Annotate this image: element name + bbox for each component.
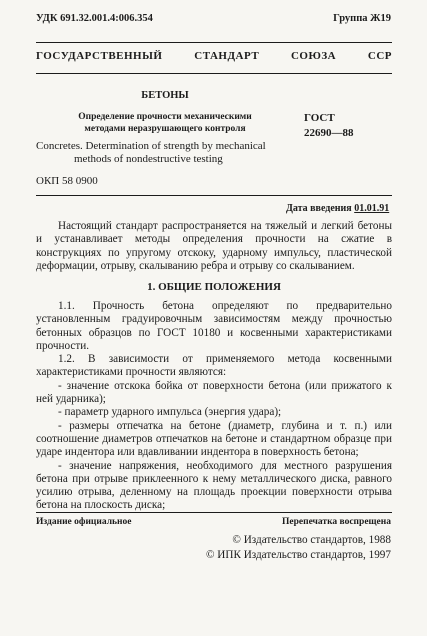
scope-text: Настоящий стандарт распространяется на тяжелый и легкий бетоны и устанавливает методы определения прочности на сжатие в конструкциях по упругому отскоку, ударному импульсу, пластической деформации, отрыву, скалыванию ребра и отрыву со скалыванием. <box>36 220 392 272</box>
okp-code: ОКП 58 0900 <box>36 175 98 187</box>
gost-number: 22690—88 <box>304 127 354 139</box>
list-item: - значение отскока бойка от поверхности бетона (или прижатого к ней ударника); <box>36 379 392 406</box>
reprint-prohibited-label: Перепечатка воспрещена <box>281 517 391 527</box>
list-item: - значение напряжения, необходимого для местного разрушения бетона при отрыве приклеенного к нему металлического диска, равного усилию отрыва, деленному на площадь проекции поверхности отрыва бетона на плоскость диска; <box>36 459 392 512</box>
english-title <box>36 140 306 166</box>
list-item: - параметр ударного импульса (энергия удара); <box>58 406 282 419</box>
copyright-1988: © Издательство стандартов, 1988 <box>232 534 391 546</box>
clause-1-1: 1.1. Прочность бетона определяют по предварительно установленным градуировочным зависимостям между прочностью бетонных образцов по ГОСТ 10180 и косвенными характеристиками прочности. <box>36 300 392 352</box>
scope-paragraph <box>36 220 392 273</box>
group-code: Группа Ж19 <box>333 13 391 24</box>
list-item: - размеры отпечатка на бетоне (диаметр, глубина и т. п.) или соотношение диаметров отпечатков на бетоне и стандартном образце при ударе индентора или вдавливании индентора в поверхность бетона; <box>36 419 392 459</box>
top-rule <box>36 42 392 43</box>
english-title-line-1: Concretes. Determination of strength by mechanical <box>36 140 266 152</box>
gost-designation <box>304 111 354 141</box>
okp-rule <box>36 195 392 196</box>
gost-label: ГОСТ <box>304 112 335 124</box>
introduction-date <box>286 203 389 214</box>
section-1-body <box>36 300 392 513</box>
state-rule <box>36 73 392 74</box>
official-edition-label: Издание официальное <box>36 517 132 527</box>
udk-code: УДК 691.32.001.4:006.354 <box>36 13 153 24</box>
document-title: БЕТОНЫ <box>141 90 189 101</box>
document-subtitle: Определение прочности механическими методами неразрушающего контроля <box>78 112 252 134</box>
english-title-line-2: methods of nondestructive testing <box>74 153 223 165</box>
introduction-date-label: Дата введения <box>286 203 352 214</box>
clause-1-2: 1.2. В зависимости от применяемого метода косвенными характеристиками прочности являются: <box>36 353 392 379</box>
state-standard-heading: ГОСУДАРСТВЕННЫЙ СТАНДАРТ СОЮЗА ССР <box>36 50 392 62</box>
introduction-date-value: 01.01.91 <box>354 203 390 214</box>
footer-rule <box>36 512 392 513</box>
section-1-heading: 1. ОБЩИЕ ПОЛОЖЕНИЯ <box>147 281 281 293</box>
copyright-1997: © ИПК Издательство стандартов, 1997 <box>205 549 391 561</box>
